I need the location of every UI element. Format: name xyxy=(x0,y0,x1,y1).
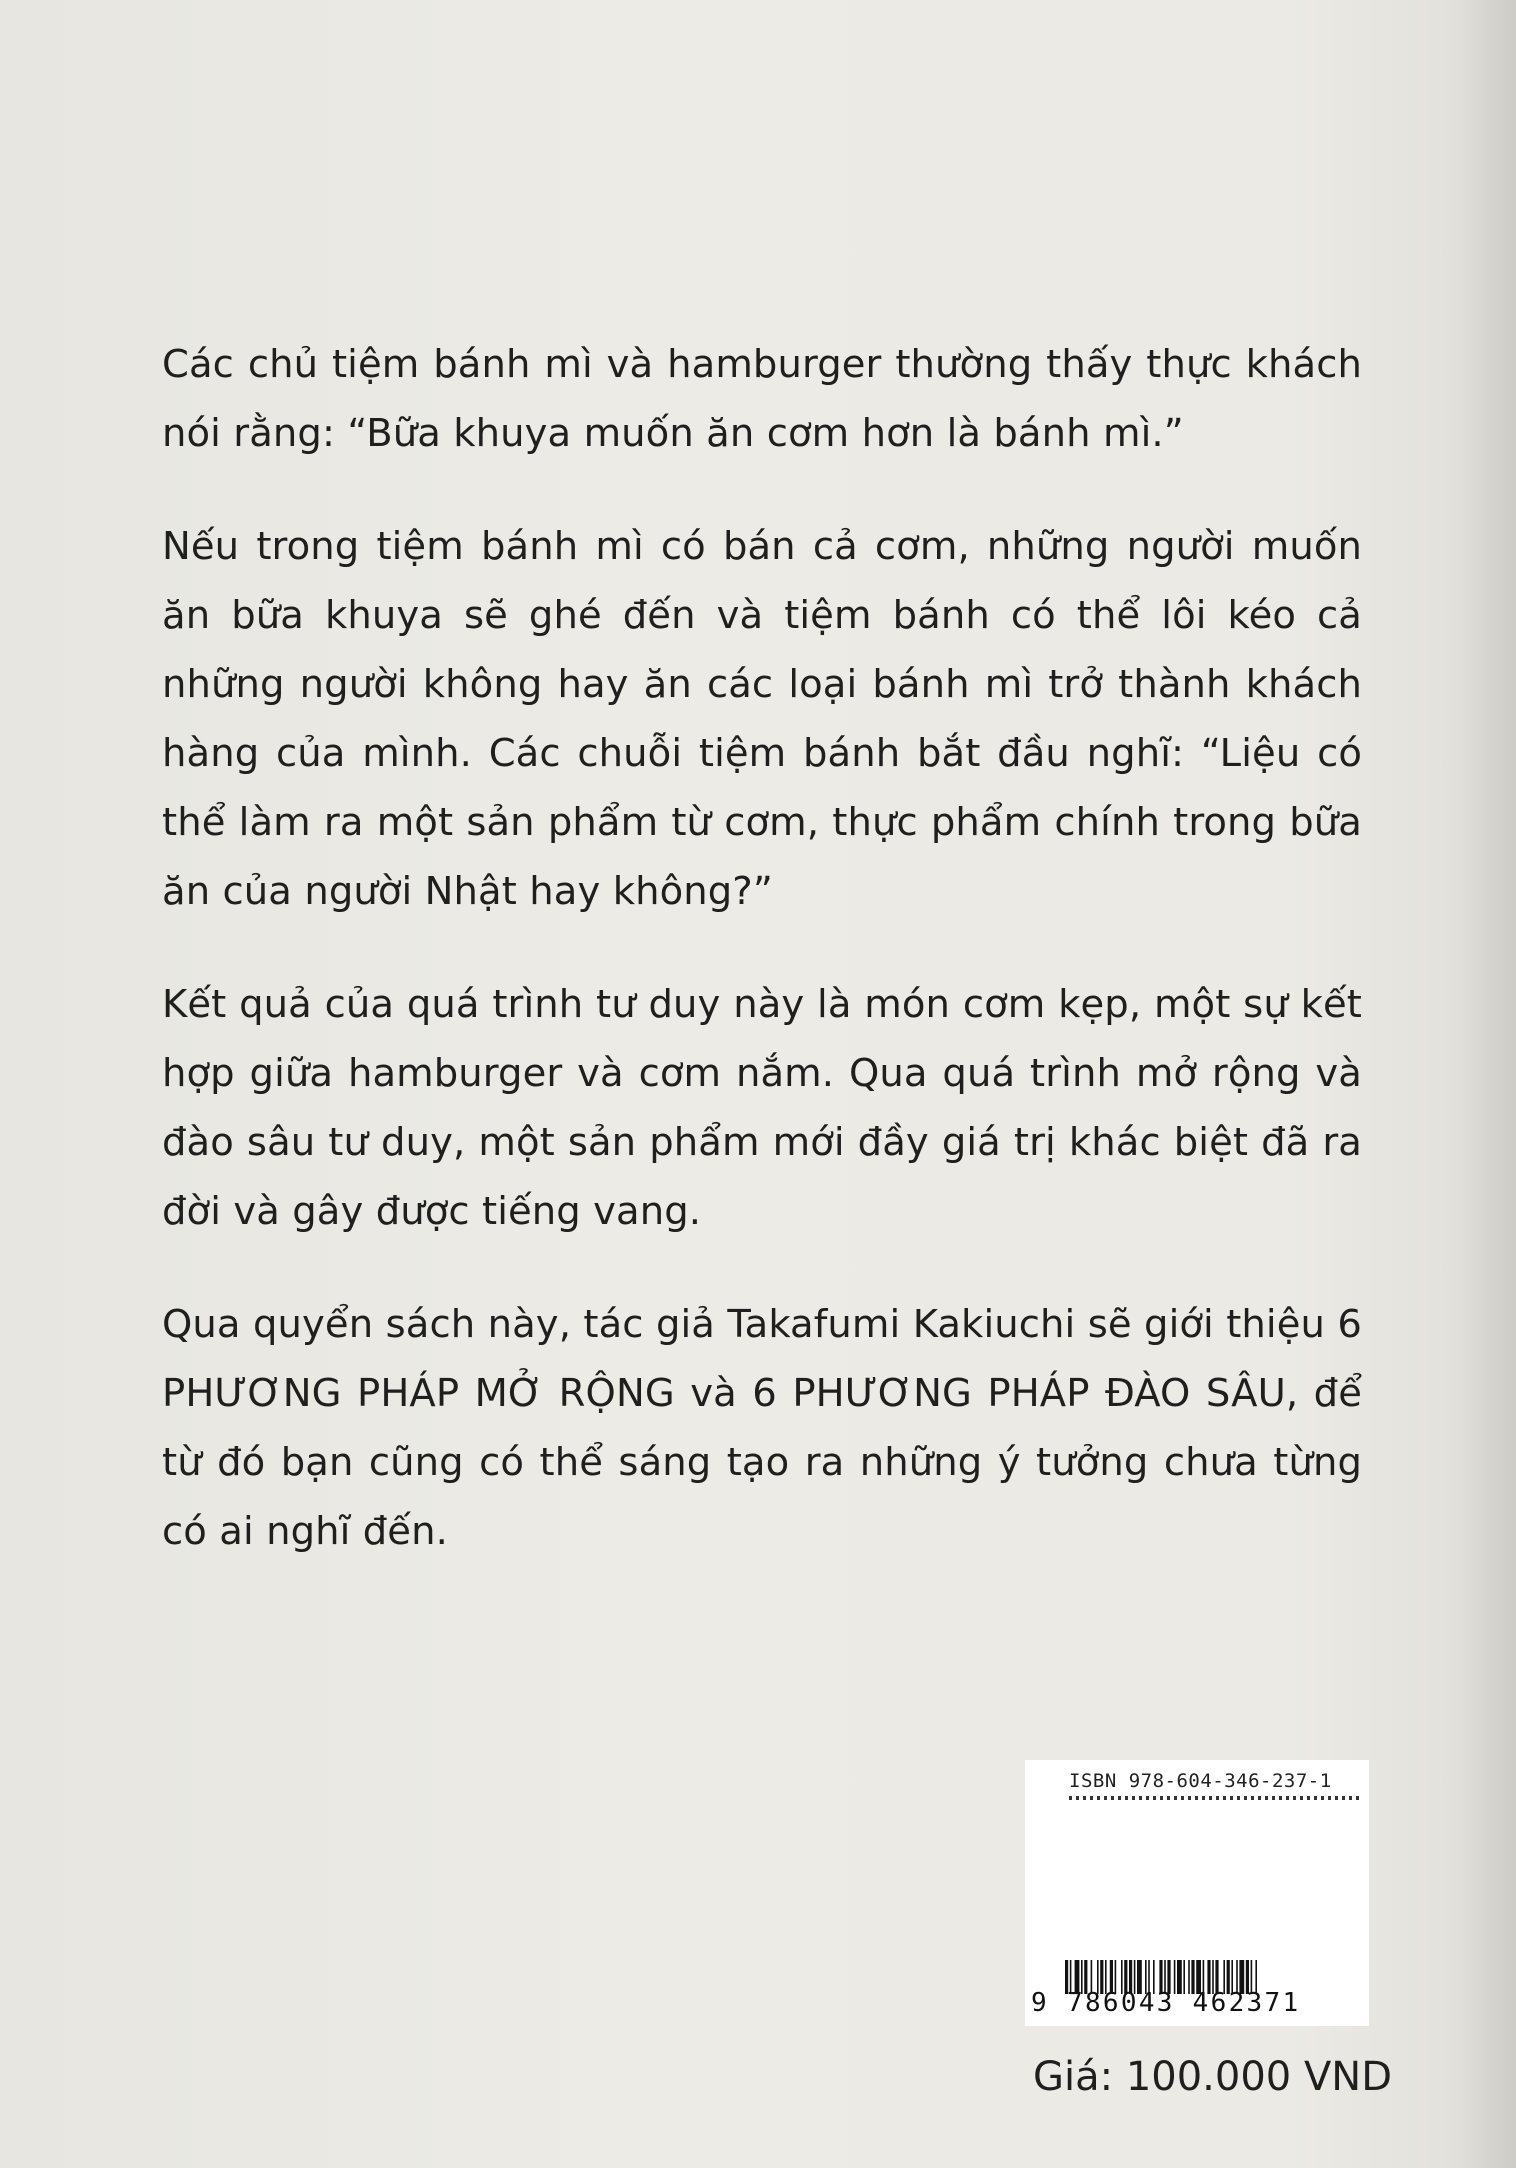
isbn-number: ISBN 978-604-346-237-1 xyxy=(1069,1770,1332,1792)
isbn-barcode-label xyxy=(1025,1760,1369,2026)
isbn-dotted-line xyxy=(1069,1796,1361,1800)
blurb-paragraph-1: Các chủ tiệm bánh mì và hamburger thường thấy thực khách nói rằng: “Bữa khuya muốn ăn cơm hơn là bánh mì.” xyxy=(162,342,1362,456)
blurb-text xyxy=(162,330,1362,1610)
cover-edge-shadow xyxy=(1458,0,1516,2168)
barcode-digits-rest: 786043 462371 xyxy=(1067,1988,1301,2018)
price-label: Giá: 100.000 VND xyxy=(1033,2054,1393,2100)
blurb-paragraph-2: Nếu trong tiệm bánh mì có bán cả cơm, những người muốn ăn bữa khuya sẽ ghé đến và tiệm bánh có thể lôi kéo cả những người không hay ăn các loại bánh mì trở thành khách hàng của mình. Các chuỗi tiệm bánh bắt đầu nghĩ: “Liệu có thể làm ra một sản phẩm từ cơm, thực phẩm chính trong bữa ăn của người Nhật hay không?” xyxy=(162,524,1362,914)
blurb-paragraph-4: Qua quyển sách này, tác giả Takafumi Kakiuchi sẽ giới thiệu 6 PHƯƠNG PHÁP MỞ RỘNG và 6 PHƯƠNG PHÁP ĐÀO SÂU, để từ đó bạn cũng có thể sáng tạo ra những ý tưởng chưa từng có ai nghĩ đến. xyxy=(162,1302,1362,1554)
blurb-paragraph-3: Kết quả của quá trình tư duy này là món cơm kẹp, một sự kết hợp giữa hamburger và cơm nắm. Qua quá trình mở rộng và đào sâu tư duy, một sản phẩm mới đầy giá trị khác biệt đã ra đời và gây được tiếng vang. xyxy=(162,982,1362,1234)
barcode-digit-first: 9 xyxy=(1031,1988,1047,2018)
